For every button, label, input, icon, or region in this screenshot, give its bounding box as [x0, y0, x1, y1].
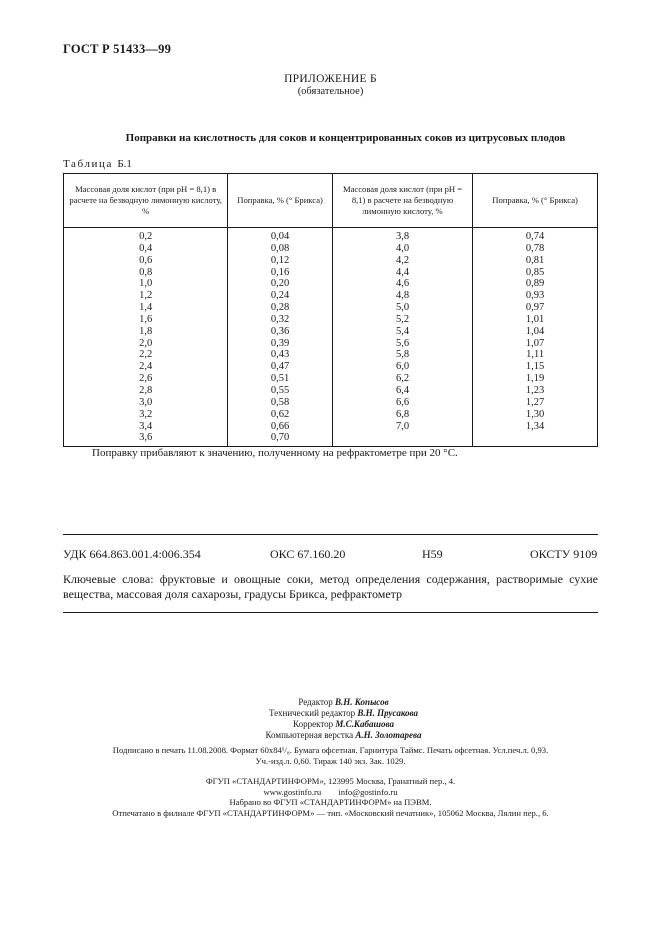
table-cell: 1,6: [139, 313, 153, 325]
header-correction-2: Поправка, % (° Брикса): [473, 174, 598, 228]
appendix-subtitle: (обязательное): [297, 86, 364, 97]
table-cell: 5,0: [395, 302, 410, 314]
table-cell: 0,4: [139, 242, 153, 254]
table-cell: 4,6: [395, 278, 410, 290]
table-cell: 0,24: [270, 290, 290, 302]
credit-corrector: [0, 719, 661, 730]
group-code: Н59: [422, 547, 443, 561]
table-cell: 0,6: [139, 254, 153, 266]
credit-role: Технический редактор: [268, 708, 356, 718]
table-cell: 0,04: [270, 231, 290, 242]
table-cell: 1,30: [525, 408, 545, 420]
udk-code: УДК 664.863.001.4:006.354: [63, 547, 201, 561]
typeset-info: Набрано во ФГУП «СТАНДАРТИНФОРМ» на ПЭВМ.: [229, 797, 432, 807]
table-cell: 0,08: [270, 242, 290, 254]
table-caption: [63, 158, 132, 170]
table-cell: 0,55: [270, 384, 290, 396]
table-cell: 0,36: [270, 325, 290, 337]
table-cell: 2,6: [139, 373, 153, 385]
table-cell: 3,8: [395, 231, 410, 242]
table-cell: 1,01: [525, 313, 545, 325]
document-code: ГОСТ Р 51433—99: [63, 42, 172, 56]
table-cell: 0,81: [525, 254, 545, 266]
table-cell: 5,6: [395, 337, 410, 349]
table-cell: 0,20: [270, 278, 290, 290]
header-acid-fraction-2: Массовая доля кислот (при рН = 8,1) в расчете на безводную лимонную кислоту, %: [332, 174, 472, 228]
oks-code: ОКС 67.160.20: [270, 547, 346, 561]
publisher-address: ФГУП «СТАНДАРТИНФОРМ», 123995 Москва, Гранатный пер., 4.: [205, 776, 456, 786]
table-cell: 1,2: [139, 290, 153, 302]
table-cell: 5,2: [395, 313, 410, 325]
table-cell: 2,0: [139, 337, 153, 349]
table-cell: 0,74: [525, 231, 545, 242]
table-note: Поправку прибавляют к значению, полученному на рефрактометре при 20 °С.: [92, 447, 458, 459]
table-cell: 2,8: [139, 384, 153, 396]
table-cell: 4,8: [395, 290, 410, 302]
table-cell: 6,4: [395, 384, 410, 396]
corrections-table: [63, 173, 598, 447]
credit-role: Редактор: [298, 697, 333, 707]
table-cell: 1,23: [525, 384, 545, 396]
credit-name: В.Н. Прусакова: [357, 708, 418, 718]
table-cell: 7,0: [395, 420, 410, 432]
credits-block: [0, 697, 661, 741]
print-details-line2: Уч.-изд.л. 0,60. Тираж 140 экз. Зак. 1029.: [255, 755, 406, 766]
table-cell: 4,4: [395, 266, 410, 278]
column-correction-1: [228, 228, 333, 447]
table-cell: 1,11: [526, 349, 545, 361]
table-cell: 6,0: [395, 361, 410, 373]
okstu-code: ОКСТУ 9109: [530, 547, 598, 561]
table-cell: 6,6: [395, 396, 410, 408]
credit-layout: [0, 730, 661, 741]
credit-editor: [0, 697, 661, 708]
table-cell: 5,4: [395, 325, 410, 337]
table-cell: 0,66: [270, 420, 290, 432]
table-cell: 0,70: [270, 432, 290, 444]
appendix-heading: Поправки на кислотность для соков и концентрированных соков из цитрусовых плодов: [125, 132, 566, 144]
table-cell: 6,8: [395, 408, 410, 420]
table-cell: 0,47: [270, 361, 290, 373]
table-cell: 3,2: [139, 408, 153, 420]
credit-role: Корректор: [293, 719, 334, 729]
table-cell: 1,07: [525, 337, 545, 349]
printed-info: Отпечатано в филиале ФГУП «СТАНДАРТИНФОРМ» — тип. «Московский печатник», 105062 Москва, Лялин пер., 6.: [112, 807, 549, 818]
appendix-title: ПРИЛОЖЕНИЕ Б: [284, 73, 377, 85]
credit-tech-editor: [0, 708, 661, 719]
table-cell: 3,6: [139, 432, 153, 444]
print-details-line1: Подписано в печать 11.08.2008. Формат 60x84¹/₈. Бумага офсетная. Гарнитура Таймс. Печать офсетная. Усл.печ.л. 0,93.: [112, 745, 549, 755]
table-cell: 0,58: [270, 396, 290, 408]
table-cell: 0,97: [525, 302, 545, 314]
table-cell: 0,2: [139, 231, 153, 242]
table-cell: 0,8: [139, 266, 153, 278]
column-acid-fraction-2: [332, 228, 472, 447]
table-cell: 0,93: [525, 290, 545, 302]
table-cell: 3,4: [139, 420, 153, 432]
table-cell: 1,19: [525, 373, 545, 385]
credit-name: В.Н. Копысов: [335, 697, 389, 707]
credit-name: А.Н. Золотарева: [355, 730, 422, 740]
table-cell: 1,0: [139, 278, 153, 290]
credit-role: Компьютерная верстка: [265, 730, 354, 740]
table-cell: 0,78: [525, 242, 545, 254]
table-cell: 2,4: [139, 361, 153, 373]
table-cell: 5,8: [395, 349, 410, 361]
table-cell: 0,85: [525, 266, 545, 278]
table-cell: 4,2: [395, 254, 410, 266]
divider-top: [63, 534, 598, 535]
table-cell: 0,43: [270, 349, 290, 361]
header-correction-1: Поправка, % (° Брикса): [228, 174, 333, 228]
publisher-block: [0, 776, 661, 818]
table-cell: 4,0: [395, 242, 410, 254]
table-cell: 6,2: [395, 373, 410, 385]
table-cell: 0,39: [270, 337, 290, 349]
table-cell: 0,32: [270, 313, 290, 325]
table-cell: 1,27: [525, 396, 545, 408]
table-cell: 1,04: [525, 325, 545, 337]
table-cell: 2,2: [139, 349, 153, 361]
publisher-web: www.gostinfo.ru info@gostinfo.ru: [263, 786, 398, 797]
table-cell: 1,15: [525, 361, 545, 373]
table-header-row: [64, 174, 598, 228]
column-acid-fraction-1: [64, 228, 228, 447]
divider-bottom: [63, 612, 598, 613]
table-cell: 3,0: [139, 396, 153, 408]
column-correction-2: [473, 228, 598, 447]
table-cell: 0,16: [270, 266, 290, 278]
keywords: Ключевые слова: фруктовые и овощные соки, метод определения содержания, растворимые сухие вещества, массовая доля сахарозы, градусы Брикса, рефрактометр: [63, 572, 598, 601]
table-caption-number: Б.1: [117, 158, 132, 170]
print-details: [0, 745, 661, 766]
table-cell: 0,89: [525, 278, 545, 290]
table-caption-word: Таблица: [63, 158, 113, 170]
table-cell: 0,62: [270, 408, 290, 420]
header-acid-fraction-1: Массовая доля кислот (при рН = 8,1) в расчете на безводную лимонную кислоту, %: [64, 174, 228, 228]
table-cell: 0,12: [270, 254, 290, 266]
table-cell: 1,8: [139, 325, 153, 337]
table-cell: 0,28: [270, 302, 290, 314]
table-cell: 1,34: [525, 420, 545, 432]
table-body-row: [64, 228, 598, 447]
credit-name: М.С.Кабашова: [335, 719, 394, 729]
table-cell: 0,51: [270, 373, 290, 385]
table-cell: 1,4: [139, 302, 153, 314]
